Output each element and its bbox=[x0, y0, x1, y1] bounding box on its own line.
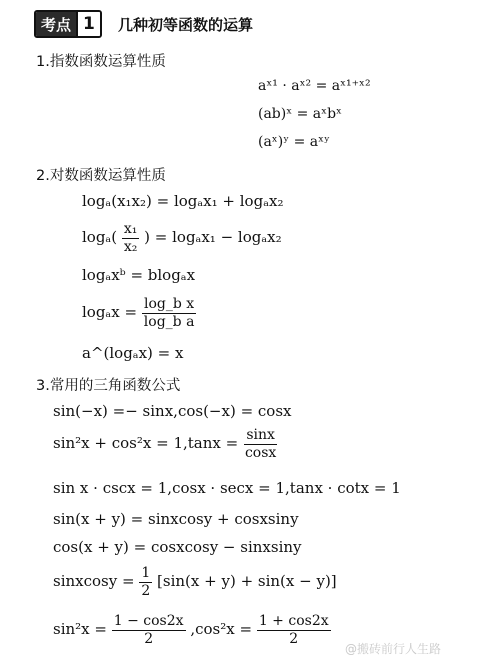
watermark: @搬砖前行人生路 bbox=[345, 642, 442, 656]
formula-sin-sum: sin(x + y) = sinxcosy + cosxsiny bbox=[53, 510, 299, 528]
topic-tag bbox=[34, 10, 102, 38]
fraction-numerator: x₁ bbox=[123, 221, 138, 237]
formula-power-reduction bbox=[53, 614, 331, 646]
formula-change-of-base bbox=[82, 297, 196, 329]
topic-title: 几种初等函数的运算 bbox=[118, 16, 254, 34]
fraction-denominator: log_b a bbox=[143, 313, 195, 330]
formula-exp-product: aˣ¹ · aˣ² = aˣ¹⁺ˣ² bbox=[258, 78, 371, 94]
fraction-numerator: 1 bbox=[141, 565, 151, 581]
formula-log-identity: a^(logₐx) = x bbox=[82, 344, 184, 362]
fraction-denominator: 2 bbox=[144, 630, 154, 647]
formula-log-quotient bbox=[82, 222, 282, 254]
change-base-left: logₐx = bbox=[82, 303, 138, 322]
formula-product-to-sum bbox=[53, 566, 337, 598]
fraction-numerator: log_b x bbox=[144, 296, 195, 312]
fraction-denominator: 2 bbox=[141, 582, 151, 599]
fraction-denominator: 2 bbox=[289, 630, 299, 647]
fraction-numerator: 1 − cos2x bbox=[113, 613, 184, 629]
tag-number: 1 bbox=[76, 12, 100, 36]
fraction-denominator: cosx bbox=[244, 444, 277, 461]
formula-log-power: logₐxᵇ = blogₐx bbox=[82, 266, 196, 284]
fraction-denominator: x₂ bbox=[123, 238, 138, 255]
formula-trig-parity: sin(−x) =− sinx,cos(−x) = cosx bbox=[53, 402, 292, 420]
pythagorean-left: sin²x + cos²x = 1,tanx = bbox=[53, 434, 239, 453]
log-quotient-right: ) = logₐx₁ − logₐx₂ bbox=[144, 228, 282, 247]
product-sum-right: [sin(x + y) + sin(x − y)] bbox=[157, 572, 337, 591]
log-quotient-left: logₐ( bbox=[82, 228, 118, 247]
section-title-exponent: 1.指数函数运算性质 bbox=[36, 54, 166, 70]
formula-log-product: logₐ(x₁x₂) = logₐx₁ + logₐx₂ bbox=[82, 192, 284, 210]
formula-exp-power-product: (ab)ˣ = aˣbˣ bbox=[258, 106, 342, 122]
fraction-numerator: sinx bbox=[246, 427, 275, 443]
formula-trig-reciprocal: sin x · cscx = 1,cosx · secx = 1,tanx · cotx = 1 bbox=[53, 479, 401, 497]
formula-trig-pythagorean bbox=[53, 428, 278, 460]
section-title-log: 2.对数函数运算性质 bbox=[36, 168, 166, 184]
formula-exp-power-power: (aˣ)ʸ = aˣʸ bbox=[258, 134, 330, 150]
fraction-numerator: 1 + cos2x bbox=[258, 613, 329, 629]
section-title-trig: 3.常用的三角函数公式 bbox=[36, 378, 181, 394]
sin-square-left: sin²x = bbox=[53, 620, 107, 639]
formula-cos-sum: cos(x + y) = cosxcosy − sinxsiny bbox=[53, 538, 302, 556]
product-sum-left: sinxcosy = bbox=[53, 572, 135, 591]
cos-square-left: ,cos²x = bbox=[190, 620, 253, 639]
tag-label: 考点 bbox=[36, 12, 76, 36]
